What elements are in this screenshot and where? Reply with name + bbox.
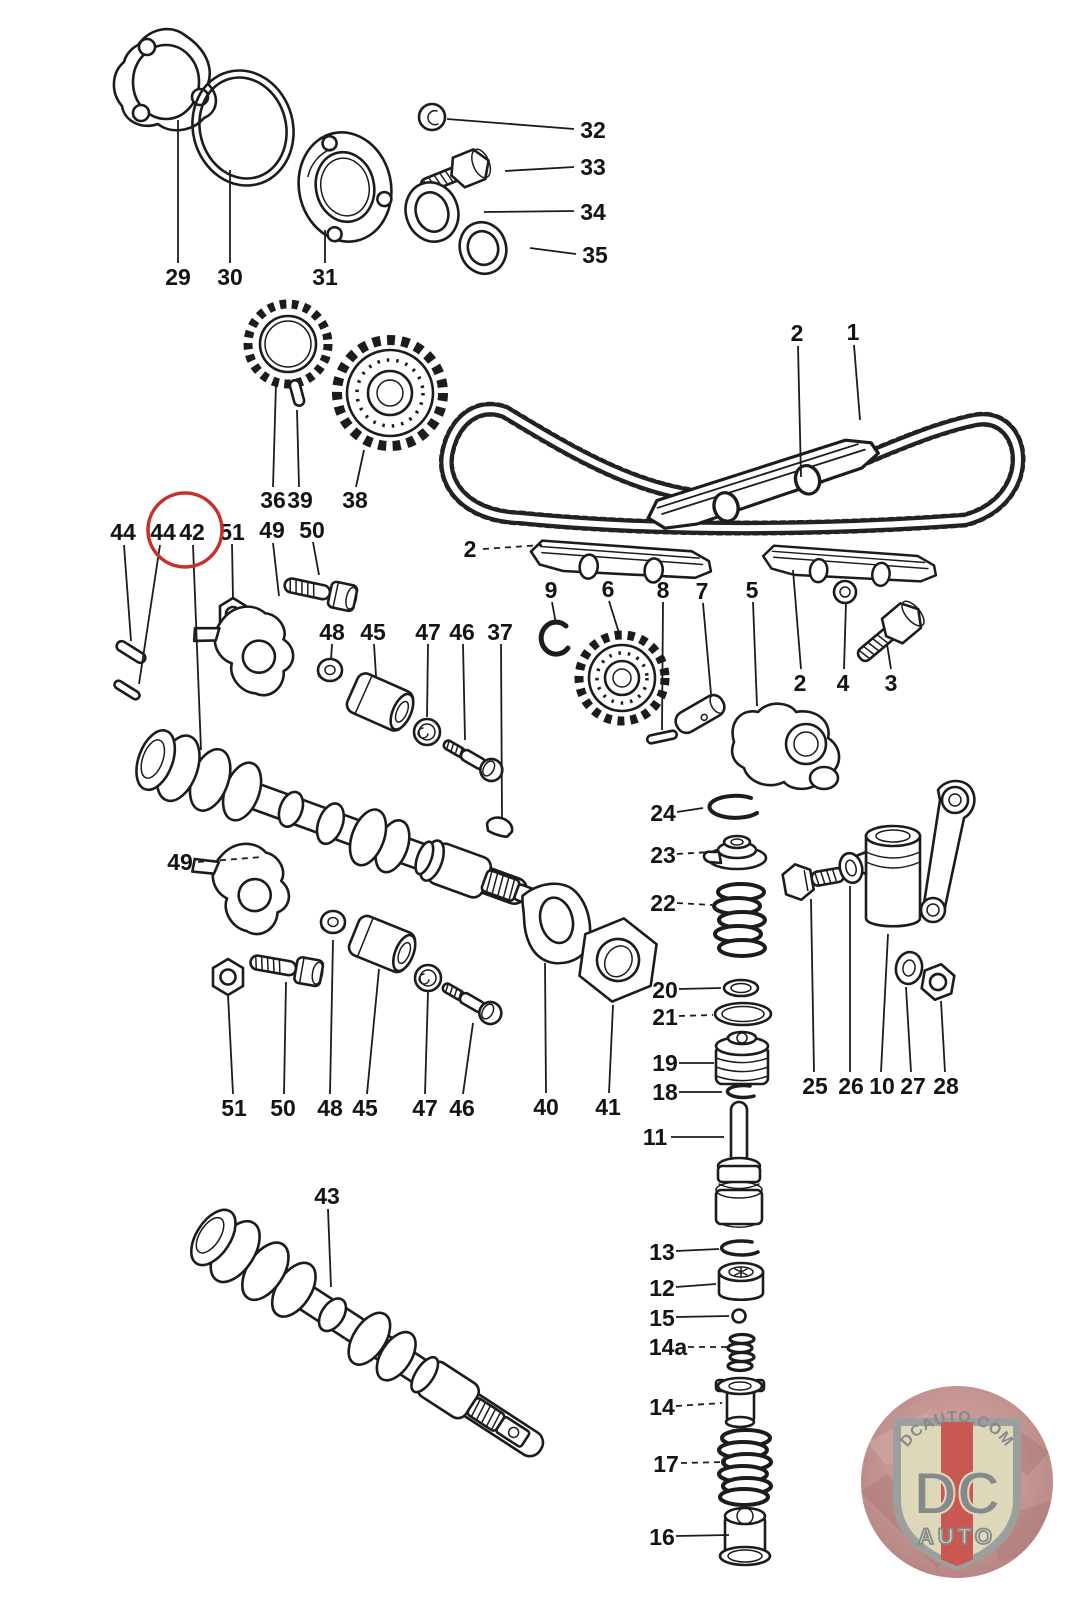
part-48-bushing-a — [318, 659, 342, 681]
leader-line — [887, 644, 891, 669]
part-25-bolt — [781, 856, 846, 902]
leader-line — [193, 545, 201, 750]
part-label-44: 44 — [110, 519, 136, 545]
part-label-24: 24 — [650, 800, 676, 826]
part-label-45: 45 — [360, 619, 386, 645]
part-label-9: 9 — [544, 577, 558, 603]
part-label-21: 21 — [652, 1004, 678, 1030]
part-label-19: 19 — [652, 1050, 678, 1076]
part-34-seal-ring — [398, 175, 466, 248]
part-47-ring-nut-a — [414, 719, 440, 745]
part-23-spring-retainer — [704, 836, 766, 869]
part-label-27: 27 — [900, 1073, 926, 1099]
part-label-4: 4 — [836, 670, 850, 696]
part-label-28: 28 — [933, 1073, 959, 1099]
part-37-woodruff-key — [485, 814, 515, 838]
part-14-sleeve — [716, 1378, 764, 1427]
leader-line — [906, 987, 911, 1072]
part-label-14a: 14a — [648, 1334, 688, 1360]
part-5-tensioner-rocker — [732, 704, 839, 789]
part-36-sprocket-ring — [248, 304, 328, 384]
part-label-5: 5 — [745, 577, 759, 603]
part-label-45: 45 — [352, 1095, 378, 1121]
part-label-51: 51 — [219, 519, 245, 545]
part-17-spring — [719, 1430, 771, 1505]
leader-line — [139, 545, 160, 684]
part-label-7: 7 — [695, 578, 709, 604]
leader-line — [313, 542, 319, 575]
leader-line — [484, 211, 574, 212]
leader-line — [676, 1316, 729, 1317]
leader-line — [677, 808, 703, 812]
leader-line — [463, 644, 465, 740]
part-label-37: 37 — [487, 619, 513, 645]
leader-line — [273, 383, 276, 487]
part-label-47: 47 — [412, 1095, 438, 1121]
part-4-washer — [834, 581, 856, 603]
part-38-sprocket — [337, 340, 443, 446]
leader-line — [232, 544, 233, 599]
leader-line — [679, 1015, 713, 1016]
part-19-piston — [716, 1032, 768, 1084]
part-label-33: 33 — [580, 154, 606, 180]
part-label-15: 15 — [649, 1305, 675, 1331]
leader-line — [367, 969, 379, 1094]
leader-line — [331, 644, 332, 660]
part-48-bushing-b — [321, 911, 345, 933]
leader-line — [662, 602, 663, 730]
part-45-tappet-b — [346, 913, 420, 976]
leader-line — [703, 603, 711, 694]
part-49-rocker-a — [188, 586, 311, 713]
part-label-44: 44 — [150, 519, 176, 545]
part-50-screw-b — [248, 949, 324, 987]
leader-line — [297, 410, 299, 487]
part-label-14: 14 — [649, 1394, 675, 1420]
leader-line — [505, 167, 574, 171]
part-11-plunger — [716, 1102, 762, 1227]
leader-line — [844, 602, 846, 669]
watermark-logo — [861, 1386, 1053, 1578]
leader-line — [676, 1403, 722, 1406]
part-label-46: 46 — [449, 1095, 475, 1121]
part-label-31: 31 — [312, 264, 338, 290]
part-45-tappet-a — [344, 671, 419, 735]
leader-line — [676, 1535, 729, 1536]
leader-line — [881, 934, 888, 1072]
leader-line — [609, 601, 619, 633]
part-label-6: 6 — [601, 576, 615, 602]
leader-line — [793, 570, 801, 669]
leader-line — [681, 1462, 726, 1463]
part-9-circlip — [541, 622, 568, 654]
part-label-51: 51 — [221, 1095, 247, 1121]
leader-line — [284, 982, 286, 1094]
part-16-cup — [720, 1508, 770, 1565]
leader-line — [356, 450, 364, 487]
part-46-bolt-a — [439, 733, 506, 785]
part-labels-layer — [110, 117, 959, 1550]
part-label-38: 38 — [342, 487, 368, 513]
leader-line — [811, 899, 814, 1072]
part-label-39: 39 — [287, 487, 313, 513]
watermark-site-text: DCAUTO.COM — [897, 1408, 1017, 1451]
part-label-2: 2 — [790, 320, 804, 346]
part-label-16: 16 — [649, 1524, 675, 1550]
leader-line — [545, 963, 546, 1093]
part-label-12: 12 — [649, 1275, 675, 1301]
leader-line — [679, 988, 721, 989]
part-label-1: 1 — [846, 319, 860, 345]
part-35-seal-ring — [453, 216, 513, 280]
leader-line — [530, 248, 576, 254]
part-24-snap-ring — [709, 796, 757, 818]
part-44-pin-b — [113, 679, 141, 701]
part-label-34: 34 — [580, 199, 606, 225]
part-label-47: 47 — [415, 619, 441, 645]
part-label-49: 49 — [167, 849, 193, 875]
leader-line — [677, 903, 712, 905]
part-8-pin — [646, 730, 677, 744]
part-label-32: 32 — [580, 117, 606, 143]
part-label-50: 50 — [299, 517, 325, 543]
part-27-washer — [893, 950, 924, 986]
leader-line — [273, 543, 279, 596]
part-label-46: 46 — [449, 619, 475, 645]
part-label-8: 8 — [656, 577, 670, 603]
leader-line — [374, 644, 376, 676]
watermark-sub-text: AUTO — [918, 1524, 996, 1549]
part-label-25: 25 — [802, 1073, 828, 1099]
part-label-41: 41 — [595, 1094, 621, 1120]
parts-layer — [113, 29, 1018, 1565]
leader-line — [854, 345, 860, 420]
part-label-49: 49 — [259, 517, 285, 543]
part-label-17: 17 — [653, 1451, 679, 1477]
part-42-camshaft — [128, 722, 549, 931]
part-10-tensioner-body — [852, 781, 975, 927]
part-label-30: 30 — [217, 264, 243, 290]
part-7-pin — [672, 691, 728, 736]
part-label-20: 20 — [652, 977, 678, 1003]
part-label-23: 23 — [650, 842, 676, 868]
part-28-nut — [920, 962, 956, 1003]
part-18-snap-ring — [727, 1085, 754, 1097]
part-20-ring — [724, 980, 758, 996]
part-32-nut — [419, 104, 445, 130]
leader-line — [228, 995, 233, 1094]
leader-line — [609, 1005, 613, 1093]
part-15-ball — [733, 1310, 746, 1323]
part-label-48: 48 — [317, 1095, 343, 1121]
leader-line — [425, 992, 428, 1094]
part-13-ring — [722, 1241, 758, 1255]
part-label-18: 18 — [652, 1079, 678, 1105]
part-12-cap — [719, 1263, 763, 1300]
part-label-42: 42 — [179, 519, 205, 545]
part-label-43: 43 — [314, 1183, 340, 1209]
leader-line — [124, 545, 131, 641]
part-22-spring — [714, 884, 765, 956]
part-label-35: 35 — [582, 242, 608, 268]
watermark-shield — [897, 1408, 1017, 1568]
part-label-22: 22 — [650, 890, 676, 916]
leader-line — [447, 119, 574, 129]
part-21-ring — [715, 1003, 771, 1025]
part-6-sprocket — [579, 635, 665, 721]
leader-line — [753, 602, 757, 706]
part-51-nut-b — [213, 959, 243, 995]
part-31-flange — [289, 124, 402, 251]
leader-line — [427, 644, 428, 717]
part-label-26: 26 — [838, 1073, 864, 1099]
part-label-10: 10 — [869, 1073, 895, 1099]
part-label-2: 2 — [463, 536, 477, 562]
leader-line — [328, 1209, 331, 1287]
leader-line — [676, 1284, 716, 1287]
part-50-screw-a — [282, 571, 359, 612]
part-label-36: 36 — [260, 487, 286, 513]
leader-line — [501, 644, 502, 817]
watermark-main-text: DC — [913, 1460, 1001, 1527]
part-label-2: 2 — [793, 670, 807, 696]
part-49-rocker-b — [188, 824, 306, 948]
part-43-camshaft — [181, 1200, 559, 1479]
part-label-29: 29 — [165, 264, 191, 290]
part-46-bolt-b — [438, 976, 505, 1028]
part-label-3: 3 — [884, 670, 898, 696]
leader-line — [330, 940, 333, 1094]
part-14a-spring — [728, 1335, 754, 1371]
leader-line — [676, 1249, 719, 1251]
part-label-50: 50 — [270, 1095, 296, 1121]
part-label-11: 11 — [642, 1124, 668, 1150]
leader-line — [941, 1001, 945, 1072]
part-label-40: 40 — [533, 1094, 559, 1120]
part-label-48: 48 — [319, 619, 345, 645]
leader-line — [463, 1023, 473, 1094]
part-label-13: 13 — [649, 1239, 675, 1265]
part-47-ring-nut-b — [415, 965, 441, 991]
